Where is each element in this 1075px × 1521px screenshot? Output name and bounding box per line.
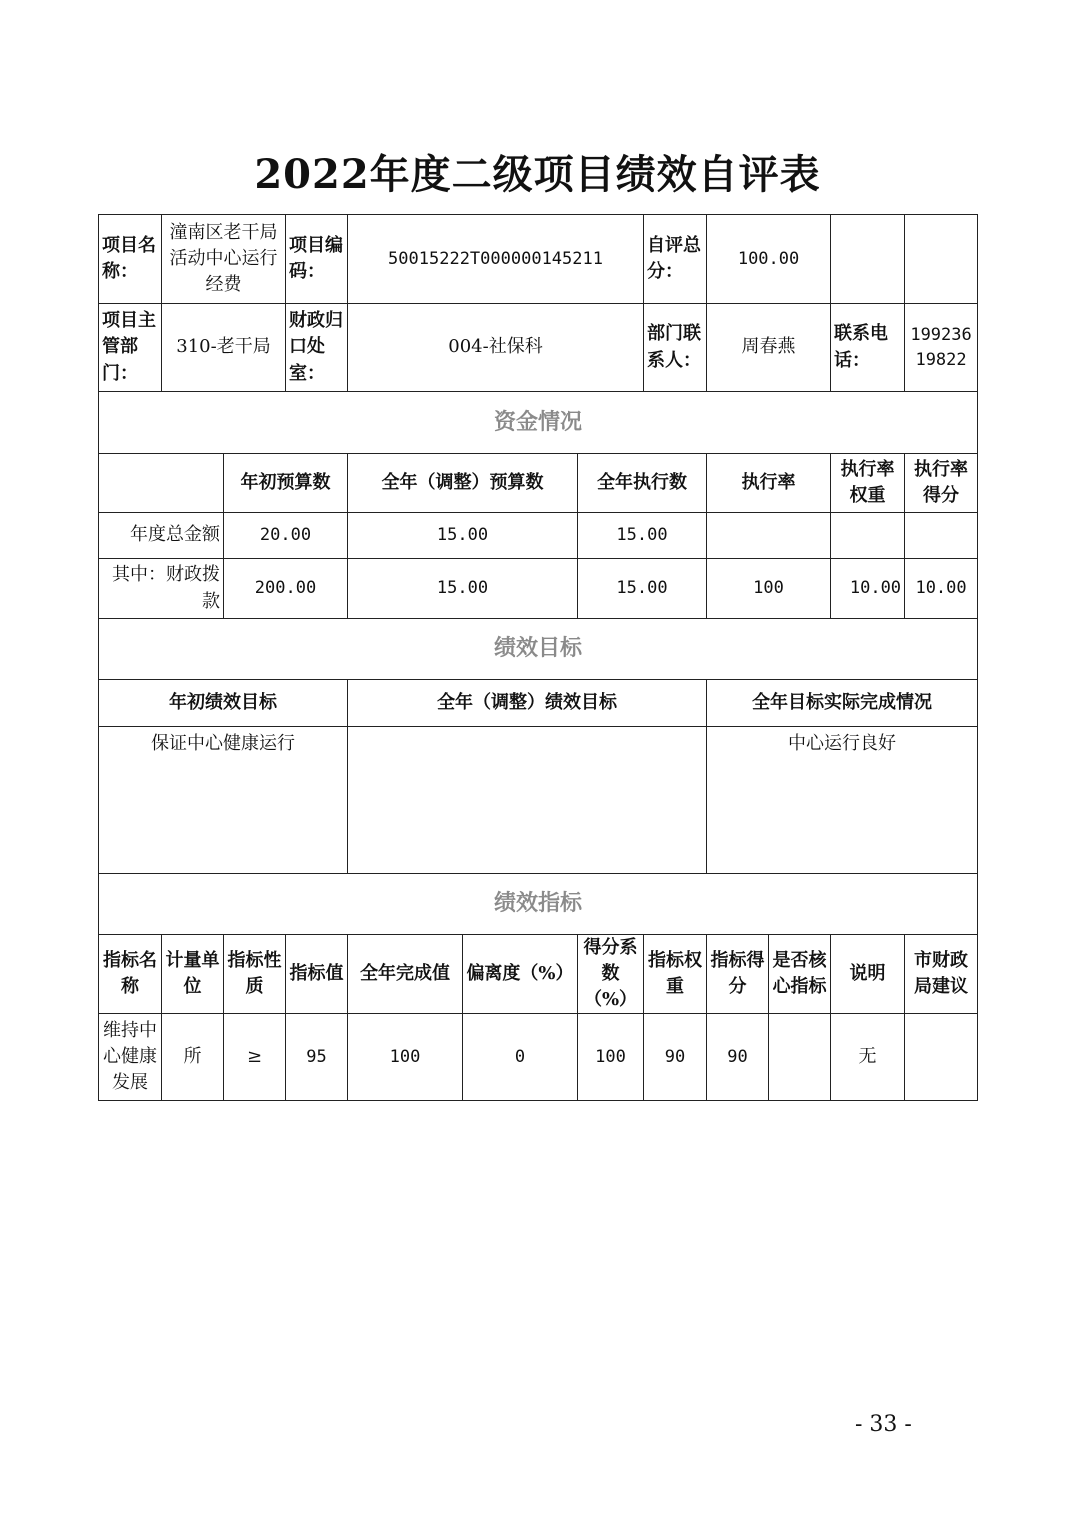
funds-header: 执行率权重 [831, 454, 905, 513]
goal-initial: 保证中心健康运行 [99, 727, 348, 874]
indicator-core [769, 1014, 831, 1101]
project-code-label: 项目编码： [286, 215, 348, 304]
indicator-header: 市财政局建议 [905, 935, 978, 1014]
office-value: 004-社保科 [348, 304, 644, 392]
project-name-value: 潼南区老干局活动中心运行经费 [162, 215, 286, 304]
contact-label: 部门联系人： [644, 304, 707, 392]
indicator-note: 无 [831, 1014, 905, 1101]
funds-header: 执行率 [707, 454, 831, 513]
funds-row [99, 559, 978, 619]
funds-header-row [99, 454, 978, 513]
funds-row-label: 其中：财政拨款 [99, 559, 224, 619]
indicator-header: 指标性质 [224, 935, 286, 1014]
funds-adjusted: 15.00 [348, 513, 578, 559]
indicator-coefficient: 100 [578, 1014, 644, 1101]
indicator-header: 指标权重 [644, 935, 707, 1014]
funds-row-label: 年度总金额 [99, 513, 224, 559]
funds-header: 年初预算数 [224, 454, 348, 513]
goals-content-row [99, 727, 978, 874]
phone-label: 联系电话： [831, 304, 905, 392]
dept-value: 310-老干局 [162, 304, 286, 392]
funds-score: 10.00 [905, 559, 978, 619]
goals-header: 年初绩效目标 [99, 680, 348, 727]
funds-header: 全年（调整）预算数 [348, 454, 578, 513]
self-evaluation-table [98, 214, 978, 1101]
funds-header: 执行率得分 [905, 454, 978, 513]
indicator-deviation: 0 [463, 1014, 578, 1101]
funds-weight: 10.00 [831, 559, 905, 619]
indicator-header: 指标值 [286, 935, 348, 1014]
goals-header: 全年（调整）绩效目标 [348, 680, 707, 727]
indicator-header: 说明 [831, 935, 905, 1014]
indicators-section-title: 绩效指标 [99, 874, 978, 935]
funds-initial: 20.00 [224, 513, 348, 559]
funds-adjusted: 15.00 [348, 559, 578, 619]
indicator-target: 95 [286, 1014, 348, 1101]
empty-cell [99, 454, 224, 513]
funds-weight [831, 513, 905, 559]
funds-initial: 200.00 [224, 559, 348, 619]
indicator-unit: 所 [162, 1014, 224, 1101]
office-label: 财政归口处室： [286, 304, 348, 392]
goals-section-title: 绩效目标 [99, 619, 978, 680]
funds-section-title: 资金情况 [99, 392, 978, 454]
indicator-header: 指标名称 [99, 935, 162, 1014]
indicator-header: 得分系数（%） [578, 935, 644, 1014]
indicator-nature: ≥ [224, 1014, 286, 1101]
phone-value: 19923619822 [905, 304, 978, 392]
self-score-value: 100.00 [707, 215, 831, 304]
goal-actual: 中心运行良好 [707, 727, 978, 874]
funds-score [905, 513, 978, 559]
project-info-row-1 [99, 215, 978, 304]
goal-adjusted [348, 727, 707, 874]
indicator-weight: 90 [644, 1014, 707, 1101]
indicator-name: 维持中心健康发展 [99, 1014, 162, 1101]
page-number: - 33 - [855, 1412, 912, 1437]
project-info-row-2 [99, 304, 978, 392]
project-code-value: 50015222T000000145211 [348, 215, 644, 304]
indicator-header: 是否核心指标 [769, 935, 831, 1014]
dept-label: 项目主管部门： [99, 304, 162, 392]
page-title: 2022年度二级项目绩效自评表 [254, 151, 821, 198]
empty-cell [905, 215, 978, 304]
contact-value: 周春燕 [707, 304, 831, 392]
goals-header: 全年目标实际完成情况 [707, 680, 978, 727]
self-score-label: 自评总分： [644, 215, 707, 304]
indicator-header: 全年完成值 [348, 935, 463, 1014]
indicator-completed: 100 [348, 1014, 463, 1101]
funds-row [99, 513, 978, 559]
funds-rate [707, 513, 831, 559]
funds-header: 全年执行数 [578, 454, 707, 513]
empty-cell [831, 215, 905, 304]
indicator-suggestion [905, 1014, 978, 1101]
indicators-header-row [99, 935, 978, 1014]
indicator-header: 偏离度（%） [463, 935, 578, 1014]
indicator-header: 计量单位 [162, 935, 224, 1014]
indicator-header: 指标得分 [707, 935, 769, 1014]
indicator-row [99, 1014, 978, 1101]
funds-executed: 15.00 [578, 513, 707, 559]
goals-header-row [99, 680, 978, 727]
indicator-score: 90 [707, 1014, 769, 1101]
funds-rate: 100 [707, 559, 831, 619]
project-name-label: 项目名称： [99, 215, 162, 304]
funds-executed: 15.00 [578, 559, 707, 619]
